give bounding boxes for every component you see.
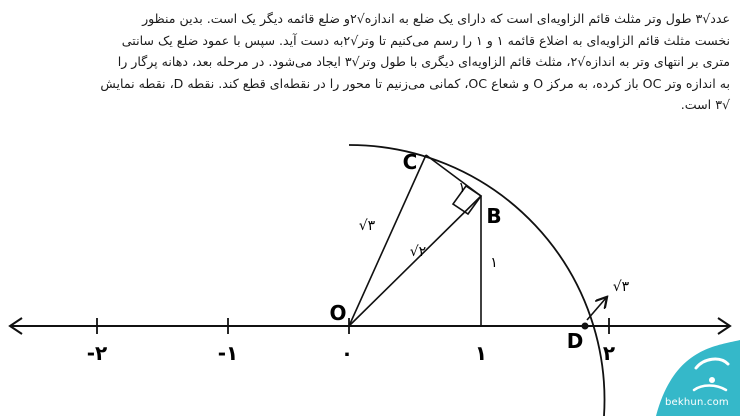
tick-label-1: ۱ (474, 341, 488, 365)
label-arrow-sqrt3: √۳ (612, 279, 630, 295)
tick-label-minus-1: -۱ (217, 341, 239, 365)
segment-OC (349, 155, 426, 326)
label-OB: √۲ (409, 244, 427, 260)
tick-label-2: ۲ (602, 341, 616, 365)
label-point-C: C (402, 150, 418, 174)
label-B-foot: ۱ (490, 255, 498, 271)
label-point-B: B (486, 204, 502, 228)
paragraph-line-4: به اندازه وتر OC باز کرده، به مرکز O و شعاع OC، کمانی می‌زنیم تا محور را در نقطه‌ای قطع کند. نقطه D، نقطه نمایش (100, 75, 730, 91)
logo-text: bekhun.com (665, 397, 729, 408)
label-OC: √۳ (358, 218, 376, 234)
paragraph-line-2: نخست مثلث قائم الزاویه‌ای به اضلاع قائمه ۱ و ۱ را رسم می‌کنیم تا وتر√۲به دست آید. سپس با عمود ضلع یک سانتی (121, 32, 730, 48)
sqrt3-arrow (587, 298, 606, 320)
label-point-D: D (566, 329, 584, 353)
label-point-O: O (329, 301, 347, 325)
paragraph-line-3: متری بر انتهای وتر به اندازه√۲، مثلث قائم الزاویه‌ای دیگری با طول وتر√۳ ایجاد می‌شود. در مرحله بعد، دهانه پرگار را (117, 54, 730, 69)
segment-OB (349, 196, 481, 326)
label-BC: ۱ (458, 180, 466, 196)
tick-label-minus-2: -۲ (86, 341, 108, 365)
tick-label-0: ۰ (340, 341, 354, 365)
paragraph-line-5: √۳ است. (680, 97, 730, 112)
compass-arc (349, 145, 605, 416)
paragraph-line-1: عدد√۳ طول وتر مثلث قائم الزاویه‌ای است که دارای یک ضلع به اندازه√۲و ضلع قائمه دیگر یک است. بدین منظور (142, 11, 730, 26)
